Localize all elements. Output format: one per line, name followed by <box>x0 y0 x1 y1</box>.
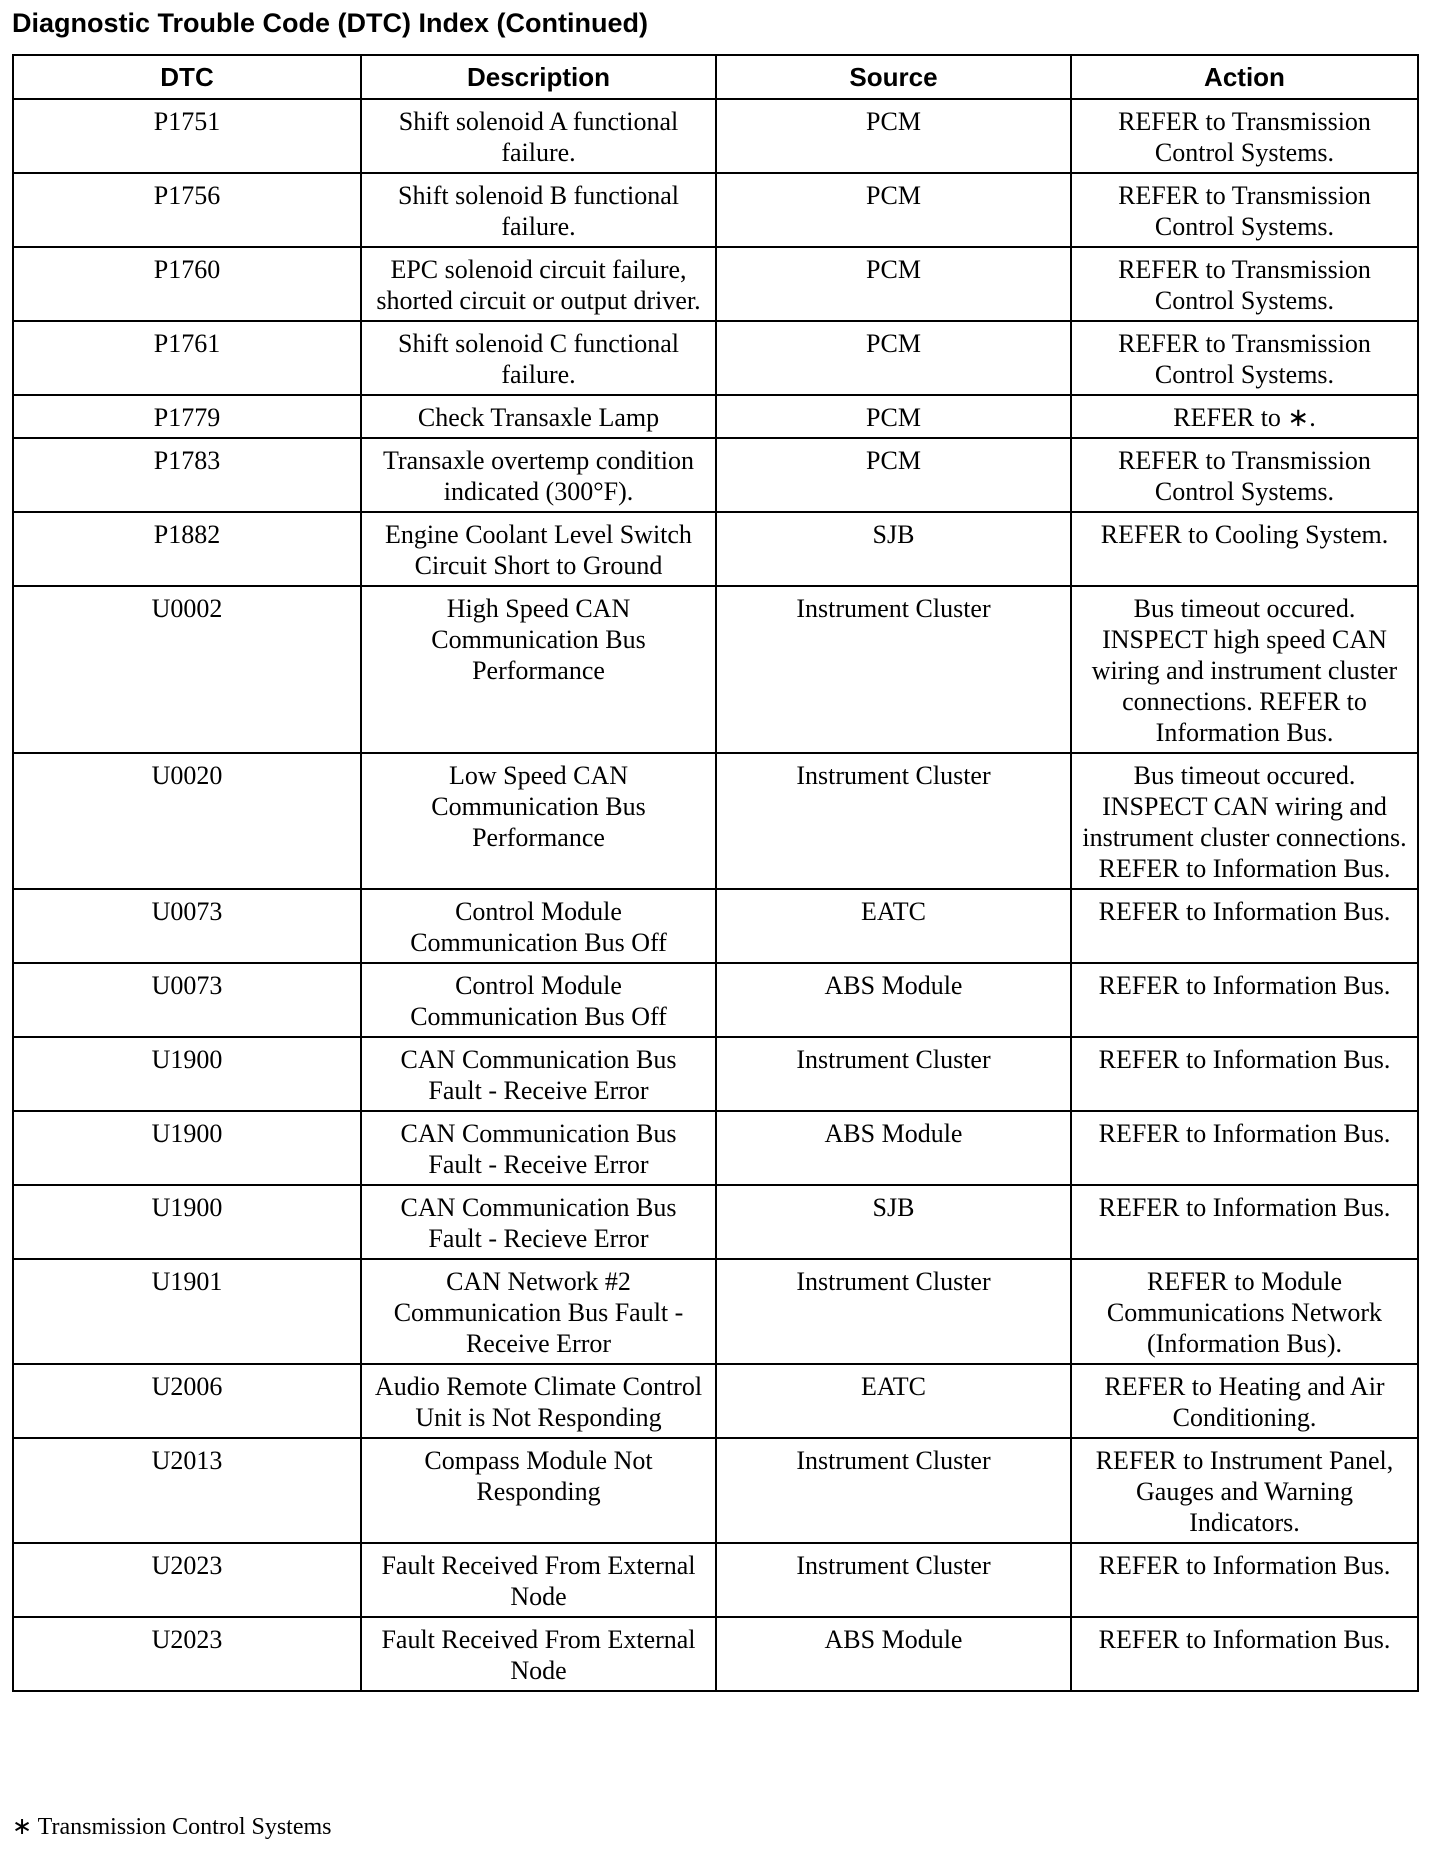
dtc-description: CAN Network #2 Communication Bus Fault - Receive Error <box>361 1259 716 1364</box>
dtc-source: SJB <box>716 512 1071 586</box>
dtc-description: CAN Communication Bus Fault - Recieve Error <box>361 1185 716 1259</box>
dtc-source: EATC <box>716 1364 1071 1438</box>
dtc-action: Bus timeout occured. INSPECT CAN wiring and instrument cluster connections. REFER to Information Bus. <box>1071 753 1418 889</box>
dtc-code: U2023 <box>13 1617 361 1691</box>
table-row <box>13 438 1418 512</box>
dtc-code: U1901 <box>13 1259 361 1364</box>
dtc-action: REFER to Heating and Air Conditioning. <box>1071 1364 1418 1438</box>
table-row <box>13 586 1418 753</box>
dtc-action: REFER to Cooling System. <box>1071 512 1418 586</box>
dtc-source: PCM <box>716 438 1071 512</box>
dtc-source: Instrument Cluster <box>716 753 1071 889</box>
table-row <box>13 1185 1418 1259</box>
dtc-code: U1900 <box>13 1111 361 1185</box>
dtc-source: Instrument Cluster <box>716 1438 1071 1543</box>
dtc-action: REFER to Information Bus. <box>1071 1111 1418 1185</box>
dtc-source: Instrument Cluster <box>716 1259 1071 1364</box>
dtc-index-table <box>12 54 1419 1692</box>
table-row <box>13 247 1418 321</box>
footnote: ∗ Transmission Control Systems <box>12 1814 332 1840</box>
page-title: Diagnostic Trouble Code (DTC) Index (Continued) <box>12 8 648 38</box>
table-row <box>13 1037 1418 1111</box>
dtc-source: PCM <box>716 173 1071 247</box>
dtc-action: REFER to Transmission Control Systems. <box>1071 173 1418 247</box>
dtc-action: REFER to Information Bus. <box>1071 1543 1418 1617</box>
dtc-description: CAN Communication Bus Fault - Receive Error <box>361 1111 716 1185</box>
dtc-description: EPC solenoid circuit failure, shorted circuit or output driver. <box>361 247 716 321</box>
dtc-code: P1760 <box>13 247 361 321</box>
header-source: Source <box>716 55 1071 99</box>
table-header-row <box>13 55 1418 99</box>
dtc-description: Fault Received From External Node <box>361 1543 716 1617</box>
dtc-action: REFER to Information Bus. <box>1071 1185 1418 1259</box>
table-row <box>13 889 1418 963</box>
dtc-action: REFER to Information Bus. <box>1071 963 1418 1037</box>
table-row <box>13 321 1418 395</box>
header-dtc: DTC <box>13 55 361 99</box>
dtc-description: Control Module Communication Bus Off <box>361 963 716 1037</box>
dtc-source: ABS Module <box>716 963 1071 1037</box>
dtc-source: SJB <box>716 1185 1071 1259</box>
dtc-description: Low Speed CAN Communication Bus Performance <box>361 753 716 889</box>
dtc-code: U0073 <box>13 963 361 1037</box>
dtc-action: Bus timeout occured. INSPECT high speed CAN wiring and instrument cluster connections. REFER to Information Bus. <box>1071 586 1418 753</box>
dtc-action: REFER to Transmission Control Systems. <box>1071 438 1418 512</box>
dtc-action: REFER to Instrument Panel, Gauges and Warning Indicators. <box>1071 1438 1418 1543</box>
dtc-description: Check Transaxle Lamp <box>361 395 716 438</box>
dtc-action: REFER to Transmission Control Systems. <box>1071 321 1418 395</box>
table-row <box>13 1617 1418 1691</box>
dtc-action: REFER to ∗. <box>1071 395 1418 438</box>
dtc-description: Shift solenoid C functional failure. <box>361 321 716 395</box>
dtc-description: Shift solenoid A functional failure. <box>361 99 716 173</box>
dtc-description: Compass Module Not Responding <box>361 1438 716 1543</box>
dtc-source: PCM <box>716 247 1071 321</box>
dtc-source: Instrument Cluster <box>716 1037 1071 1111</box>
dtc-code: P1751 <box>13 99 361 173</box>
dtc-code: U0073 <box>13 889 361 963</box>
dtc-action: REFER to Transmission Control Systems. <box>1071 247 1418 321</box>
dtc-code: U0020 <box>13 753 361 889</box>
dtc-description: Audio Remote Climate Control Unit is Not Responding <box>361 1364 716 1438</box>
dtc-action: REFER to Information Bus. <box>1071 1037 1418 1111</box>
dtc-source: ABS Module <box>716 1111 1071 1185</box>
dtc-action: REFER to Information Bus. <box>1071 1617 1418 1691</box>
dtc-description: Engine Coolant Level Switch Circuit Short to Ground <box>361 512 716 586</box>
table-row <box>13 1543 1418 1617</box>
dtc-source: Instrument Cluster <box>716 1543 1071 1617</box>
dtc-code: P1761 <box>13 321 361 395</box>
dtc-source: ABS Module <box>716 1617 1071 1691</box>
dtc-code: P1779 <box>13 395 361 438</box>
dtc-description: Shift solenoid B functional failure. <box>361 173 716 247</box>
header-description: Description <box>361 55 716 99</box>
dtc-source: Instrument Cluster <box>716 586 1071 753</box>
dtc-code: U2006 <box>13 1364 361 1438</box>
table-row <box>13 395 1418 438</box>
table-row <box>13 963 1418 1037</box>
table-row <box>13 1259 1418 1364</box>
dtc-code: U0002 <box>13 586 361 753</box>
dtc-action: REFER to Transmission Control Systems. <box>1071 99 1418 173</box>
table-row <box>13 99 1418 173</box>
dtc-source: PCM <box>716 321 1071 395</box>
dtc-source: PCM <box>716 99 1071 173</box>
table-row <box>13 173 1418 247</box>
dtc-description: Transaxle overtemp condition indicated (300°F). <box>361 438 716 512</box>
dtc-code: P1756 <box>13 173 361 247</box>
dtc-description: Fault Received From External Node <box>361 1617 716 1691</box>
dtc-source: EATC <box>716 889 1071 963</box>
table-row <box>13 1438 1418 1543</box>
table-row <box>13 1111 1418 1185</box>
dtc-code: U1900 <box>13 1185 361 1259</box>
table-row <box>13 512 1418 586</box>
dtc-code: U1900 <box>13 1037 361 1111</box>
table-row <box>13 1364 1418 1438</box>
dtc-description: CAN Communication Bus Fault - Receive Error <box>361 1037 716 1111</box>
dtc-action: REFER to Information Bus. <box>1071 889 1418 963</box>
dtc-action: REFER to Module Communications Network (Information Bus). <box>1071 1259 1418 1364</box>
dtc-description: High Speed CAN Communication Bus Performance <box>361 586 716 753</box>
dtc-code: P1882 <box>13 512 361 586</box>
dtc-code: U2023 <box>13 1543 361 1617</box>
dtc-description: Control Module Communication Bus Off <box>361 889 716 963</box>
table-row <box>13 753 1418 889</box>
header-action: Action <box>1071 55 1418 99</box>
dtc-code: U2013 <box>13 1438 361 1543</box>
dtc-source: PCM <box>716 395 1071 438</box>
dtc-code: P1783 <box>13 438 361 512</box>
